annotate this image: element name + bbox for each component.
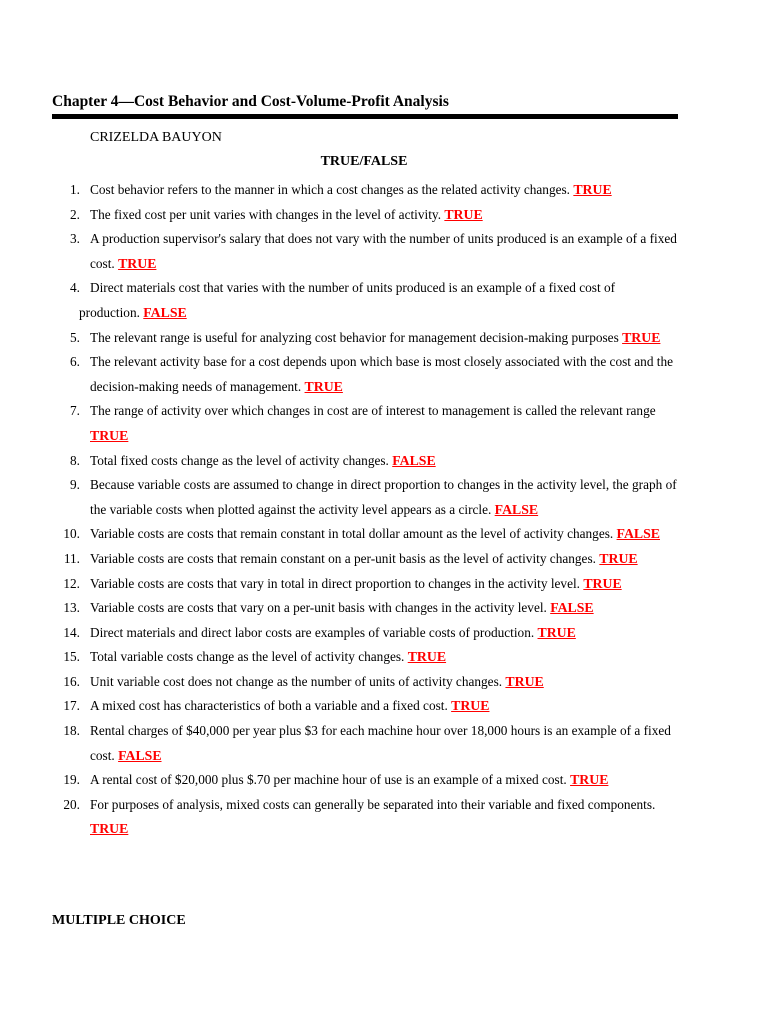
- title-underline: [52, 114, 678, 119]
- question-item: [0, 522, 768, 547]
- multiple-choice-heading: MULTIPLE CHOICE: [52, 913, 186, 928]
- answer-label: TRUE: [304, 378, 343, 394]
- answer-label: FALSE: [118, 747, 162, 763]
- chapter-title: Chapter 4—Cost Behavior and Cost-Volume-Profit Analysis: [52, 93, 449, 110]
- question-number: 3.: [70, 231, 80, 247]
- question-text: Variable costs are costs that vary in total in direct proportion to changes in the activity level.: [90, 575, 580, 591]
- question-number: 1.: [70, 182, 80, 197]
- question-text: Variable costs are costs that vary on a per-unit basis with changes in the activity level.: [90, 600, 547, 616]
- question-item: [0, 768, 768, 793]
- answer-label: FALSE: [494, 501, 539, 517]
- question-item: [0, 621, 768, 646]
- question-text: A production supervisor's salary that does not vary with the number of units produced is an example of a fixed cost.: [90, 231, 677, 271]
- question-text: Rental charges of $40,000 per year plus $3 for each machine hour over 18,000 hours is an example of a fixed cost.: [90, 723, 671, 763]
- question-text: The range of activity over which changes in cost are of interest to management is called the relevant range: [90, 403, 656, 419]
- question-text: The relevant activity base for a cost depends upon which base is most closely associated with the cost and the decision-making needs of management.: [90, 354, 674, 394]
- question-item: [0, 596, 768, 621]
- question-number: 8.: [70, 452, 80, 468]
- question-text: Direct materials cost that varies with the number of units produced is an example of a fixed cost of: [90, 280, 616, 296]
- answer-label: TRUE: [570, 772, 609, 788]
- question-item: [0, 670, 768, 695]
- question-item: [0, 227, 768, 276]
- question-number: 12.: [63, 575, 80, 591]
- true-false-heading: TRUE/FALSE: [320, 154, 408, 169]
- question-number: 4.: [70, 280, 80, 296]
- answer-label: FALSE: [616, 526, 660, 542]
- answer-label: FALSE: [392, 452, 436, 468]
- question-text: Because variable costs are assumed to change in direct proportion to changes in the activity level, the graph of the variable costs when plotted against the activity level appears as a circle.: [90, 477, 677, 517]
- question-text: Unit variable cost does not change as the number of units of activity changes.: [90, 673, 503, 689]
- question-number: 10.: [63, 526, 80, 542]
- answer-label: TRUE: [444, 206, 483, 222]
- question-number: 2.: [70, 206, 80, 222]
- answer-label: TRUE: [118, 255, 157, 271]
- question-text: A rental cost of $20,000 plus $.70 per machine hour of use is an example of a mixed cost.: [90, 772, 567, 788]
- question-item: [0, 276, 768, 325]
- question-text: Variable costs are costs that remain constant in total dollar amount as the level of activity changes.: [90, 526, 614, 542]
- question-item: [0, 694, 768, 719]
- question-text: Cost behavior refers to the manner in which a cost changes as the related activity changes.: [90, 182, 570, 197]
- question-number: 15.: [63, 649, 80, 665]
- answer-label: TRUE: [583, 575, 622, 591]
- answer-label: TRUE: [90, 427, 129, 443]
- question-item: [0, 203, 768, 228]
- answer-label: TRUE: [407, 649, 447, 665]
- question-item: [0, 326, 768, 351]
- question-text: For purposes of analysis, mixed costs can generally be separated into their variable and fixed components.: [90, 796, 656, 812]
- question-number: 6.: [70, 354, 80, 370]
- question-list: [0, 178, 768, 842]
- answer-label: FALSE: [550, 600, 594, 616]
- question-number: 9.: [70, 477, 80, 493]
- question-item: [0, 645, 768, 670]
- answer-label: TRUE: [573, 182, 612, 197]
- question-number: 5.: [70, 329, 80, 345]
- answer-label: FALSE: [143, 304, 187, 320]
- question-item: [0, 547, 768, 572]
- student-name: CRIZELDA BAUYON: [90, 130, 222, 145]
- question-number: 7.: [70, 403, 80, 419]
- question-number: 13.: [63, 600, 80, 616]
- question-item: [0, 399, 768, 448]
- question-number: 16.: [63, 673, 80, 689]
- question-item: [0, 350, 768, 399]
- answer-label: TRUE: [90, 821, 129, 837]
- question-item: [0, 178, 768, 203]
- answer-label: TRUE: [599, 550, 638, 566]
- question-number: 17.: [63, 698, 80, 714]
- question-text: Variable costs are costs that remain constant on a per-unit basis as the level of activity changes.: [90, 550, 596, 566]
- answer-label: TRUE: [537, 624, 576, 640]
- question-item: [0, 572, 768, 597]
- answer-label: TRUE: [622, 329, 661, 345]
- question-number: 19.: [63, 772, 80, 788]
- question-number: 14.: [63, 624, 80, 640]
- question-text: The fixed cost per unit varies with changes in the level of activity.: [90, 206, 442, 222]
- question-text: Total variable costs change as the level of activity changes.: [90, 649, 405, 665]
- question-text: The relevant range is useful for analyzing cost behavior for management decision-making purposes: [90, 329, 619, 345]
- question-item: [0, 473, 768, 522]
- answer-label: TRUE: [451, 698, 490, 714]
- question-item: [0, 719, 768, 768]
- question-item: [0, 449, 768, 474]
- question-text: Direct materials and direct labor costs are examples of variable costs of production.: [90, 624, 535, 640]
- question-number: 11.: [63, 550, 80, 566]
- question-item: [0, 793, 768, 842]
- question-text-continued: production.: [79, 304, 140, 320]
- question-text: Total fixed costs change as the level of activity changes.: [90, 452, 389, 468]
- question-text: A mixed cost has characteristics of both a variable and a fixed cost.: [90, 698, 448, 714]
- question-number: 18.: [63, 723, 80, 739]
- question-number: 20.: [63, 796, 80, 812]
- answer-label: TRUE: [505, 673, 544, 689]
